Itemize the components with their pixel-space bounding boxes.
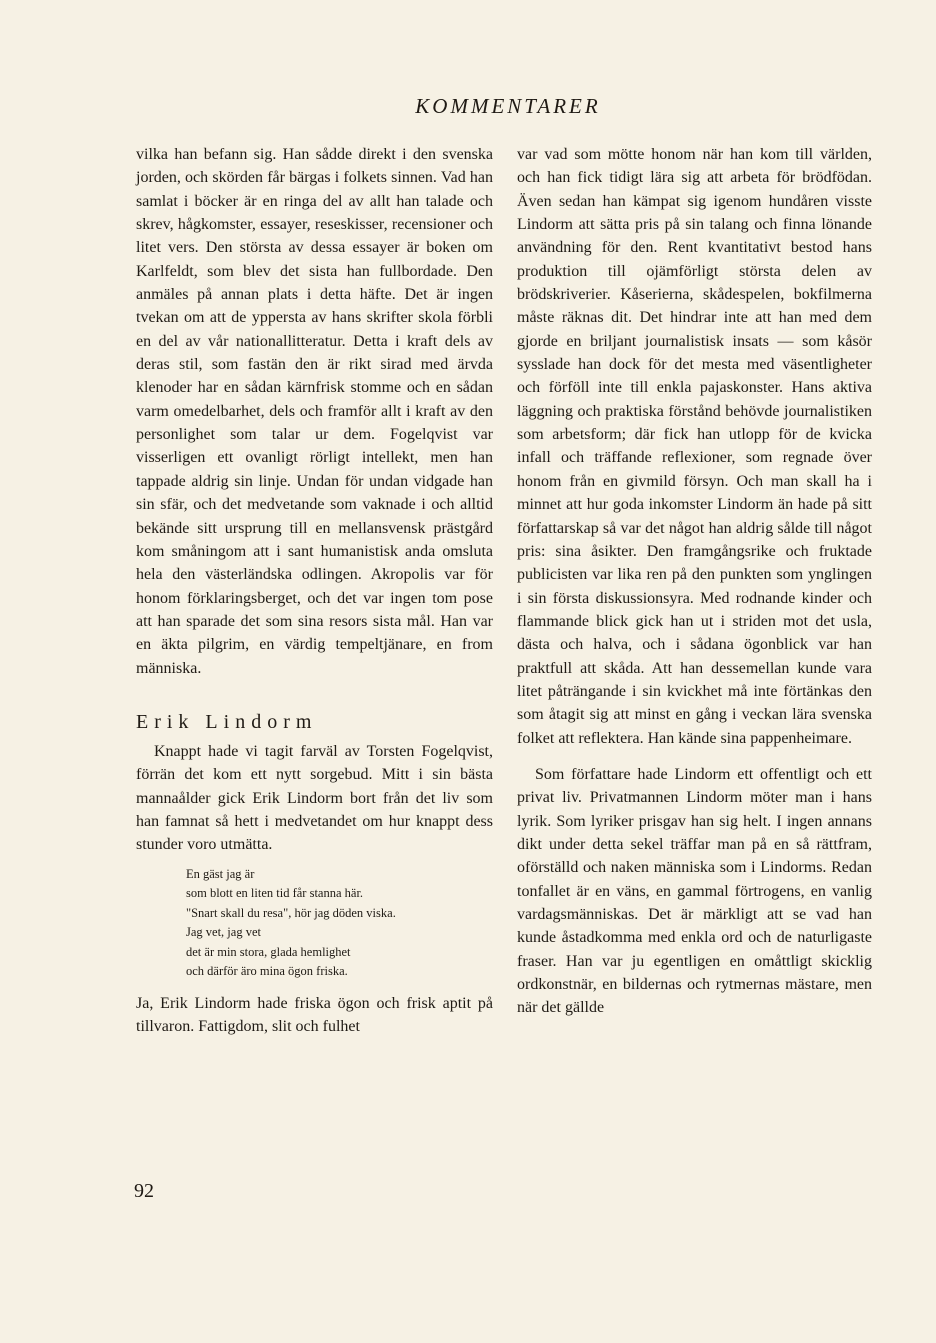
left-paragraph-2: Knappt hade vi tagit farväl av Torsten Fogelqvist, förrän det kom ett nytt sorgebud. Mitt i sin bästa mannaålder gick Erik Lindorm bort från det liv som han famnat så hett i medvetandet om hur knappt dess stunder voro utmätta.	[136, 742, 493, 854]
poem-line: "Snart skall du resa", hör jag döden viska.	[186, 905, 396, 920]
poem-line: Jag vet, jag vet	[186, 925, 261, 940]
left-paragraph-1: vilka han befann sig. Han sådde direkt i den svenska jorden, och skörden får bärgas i folkets sinnen. Vad han samlat i böcker är en ringa del av allt han talade och skrev, hågkomster, essayer, reseskisser, recensioner och litet vers. Den största av dessa essayer är boken om Karlfeldt, som blev det sista han fullbordade. Den anmäles på annan plats i detta häfte. Det är ingen tvekan om att de yppersta av hans skrifter skola förbli en del av vår nationallitteratur. Detta i kraft dels av deras stil, som fastän den är rikt sirad med ärvda klenoder har en sådan kärnfrisk stomme och en sådan varm omedelbarhet, dels och framför allt i kraft av den personlighet som talar ur dem. Fogelqvist var visserligen ett ovanligt rörligt intellekt, men han tappade aldrig sin linje. Undan för undan vidgade han sin sfär, och det medvetande som vaknade i och alltid bekände sitt ursprung till en mellansvensk prästgård kom småningom att i sant humanistisk anda omsluta hela den västerländska odlingen. Akropolis var för honom förklaringsberget, och det var ingen tom pose att han sparade det som sina resors sista mål. Han var en äkta pilgrim, en värdig tempeltjänare, en from människa.	[136, 146, 493, 677]
right-paragraph-2: Som författare hade Lindorm ett offentligt och ett privat liv. Privatmannen Lindorm möter man i hans lyrik. Som lyriker prisgav han sig helt. I ingen annans dikt under detta sekel träffar man på en så rättfram, oförställd och naken människa som i Lindorms. Redan tonfallet är en väns, en gammal förtrogens, en vanlig vardagsmänniskas. Det är märkligt att se vad han kunde åstadkomma med enkla ord och de naturligaste fraser. Han var ju egentligen en omåttligt skicklig ordkonstnär, en bildernas och rytmernas mästare, men när det gällde	[517, 765, 872, 1017]
poem-line: En gäst jag är	[186, 866, 255, 881]
running-header-title: KOMMENTARER	[415, 94, 601, 118]
running-header	[0, 94, 936, 119]
right-paragraph-1: var vad som mötte honom när han kom till världen, och han fick tidigt lära sig att arbeta för brödfödan. Även sedan han kämpat sig igenom hundåren visste Lindorm att sätta pris på sin talang och finna lönande användning för den. Rent kvantitativt bestod hans produktion till ojämförligt största delen av brödskriverier. Kåserierna, skådespelen, bokfilmerna måste räknas dit. Det hindrar inte att han med dem gjorde en briljant journalistisk insats — som kåsör sysslade han dock för det mesta med väsentligheter och förföll inte till enkla pajaskonster. Hans aktiva läggning och praktiska förstånd behövde journalistiken som arbetsform; där fick han utlopp för de kvicka infall och träffande reflexioner, som regnade över honom från en givmild försyn. Och man skall ha i minnet att hur goda inkomster Lindorm än hade på sitt författarskap så var det något han aldrig sålde till något pris: sina åsikter. Den framgångsrike och fruktade publicisten var lika ren på den punkten som ynglingen i sin första diskussionsyra. Med rodnande kinder och flammande blick gick han ut i striden mot det usla, dästa och halva, och i sådana ögonblick var han praktfull att skåda. Att han dessemellan kunde vara litet påträngande i sin kvickhet må inte förtänkas den som åtagit sig att minst en gång i veckan lära svenska folket att reflektera. Han kände sina pappenheimare.	[517, 146, 872, 747]
poem-quote	[186, 865, 493, 982]
poem-line: och därför äro mina ögon friska.	[186, 964, 348, 979]
left-paragraph-3: Ja, Erik Lindorm hade friska ögon och frisk aptit på tillvaron. Fattigdom, slit och fulhet	[136, 994, 493, 1035]
right-column	[517, 143, 872, 1020]
page-number: 92	[134, 1180, 154, 1202]
poem-line: det är min stora, glada hemlighet	[186, 944, 351, 959]
section-heading-erik-lindorm: Erik Lindorm	[136, 710, 318, 733]
left-column	[136, 143, 493, 1038]
poem-line: som blott en liten tid får stanna här.	[186, 886, 364, 901]
